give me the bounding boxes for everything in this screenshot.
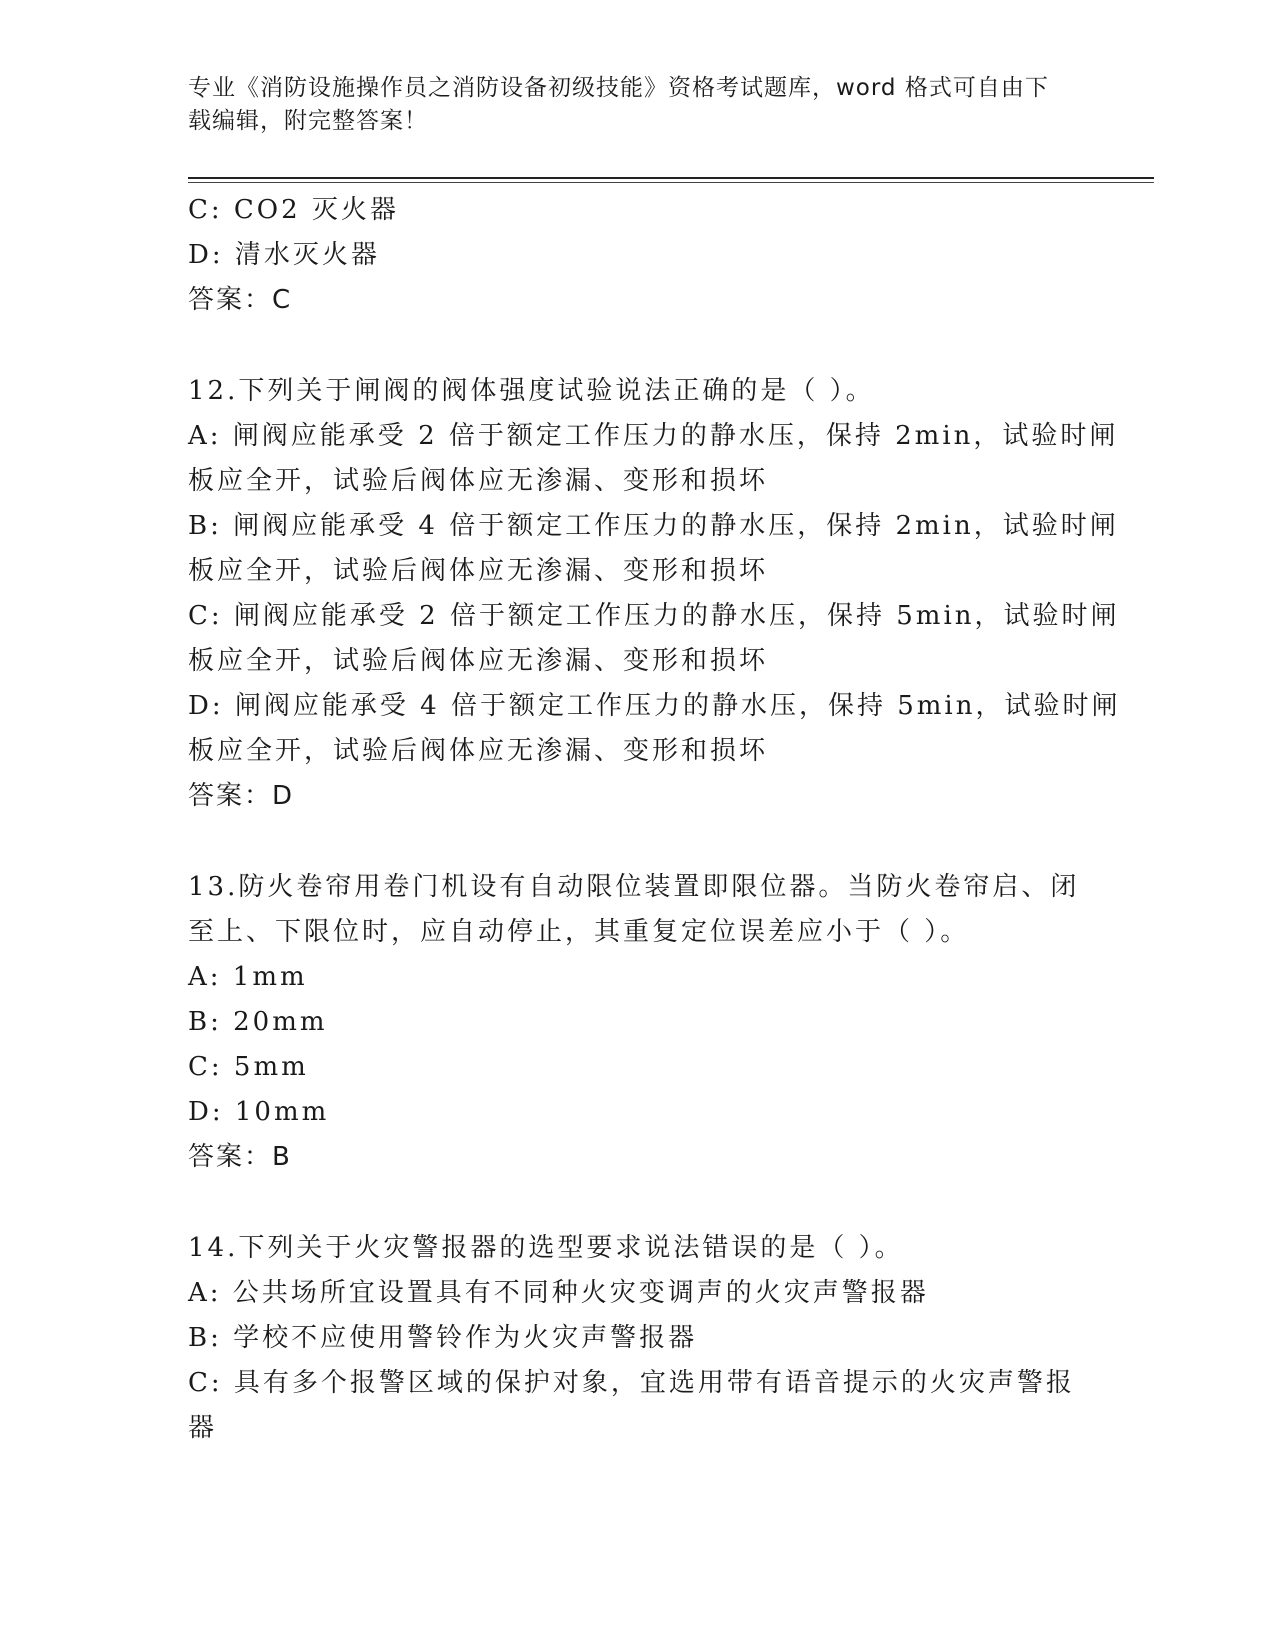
answer-label: 答案：B [188,1142,292,1172]
spacer [188,1180,1088,1226]
option-d: D: 闸阀应能承受 4 倍于额定工作压力的静水压，保持 5min，试验时闸 [188,691,1121,721]
document-header [188,72,1068,138]
option-d: D: 清水灭火器 [188,240,380,270]
option-c-continued: 板应全开，试验后阀体应无渗漏、变形和损坏 [188,646,769,676]
option-a: A: 闸阀应能承受 2 倍于额定工作压力的静水压，保持 2min，试验时闸 [188,421,1119,451]
answer-label: 答案：D [188,781,295,811]
answer-label: 答案：C [188,285,293,315]
option-b: B: 学校不应使用警铃作为火灾声警报器 [188,1323,698,1353]
spacer [188,819,1088,865]
spacer [188,323,1088,369]
question-stem-continued: 至上、下限位时，应自动停止，其重复定位误差应小于（ ）。 [188,917,970,947]
option-c: C: CO2 灭火器 [188,195,399,225]
option-a: A: 公共场所宜设置具有不同种火灾变调声的火灾声警报器 [188,1278,929,1308]
option-c: C: 具有多个报警区域的保护对象，宜选用带有语音提示的火灾声警报 [188,1368,1075,1398]
question-12 [188,369,1121,819]
question-11-tail [188,188,1088,323]
header-divider-thick [188,177,1154,179]
option-d: D: 10mm [188,1097,330,1127]
option-b-continued: 板应全开，试验后阀体应无渗漏、变形和损坏 [188,556,769,586]
header-line-2: 载编辑，附完整答案！ [188,108,428,134]
question-stem: 14.下列关于火灾警报器的选型要求说法错误的是（ ）。 [188,1233,904,1263]
option-b: B: 闸阀应能承受 4 倍于额定工作压力的静水压，保持 2min，试验时闸 [188,511,1119,541]
option-c-continued: 器 [188,1413,218,1443]
option-a-continued: 板应全开，试验后阀体应无渗漏、变形和损坏 [188,466,769,496]
option-b: B: 20mm [188,1007,328,1037]
question-13 [188,865,1088,1180]
option-d-continued: 板应全开，试验后阀体应无渗漏、变形和损坏 [188,736,769,766]
option-c: C: 5mm [188,1052,309,1082]
question-stem: 12.下列关于闸阀的阀体强度试验说法正确的是（ ）。 [188,376,875,406]
option-c: C: 闸阀应能承受 2 倍于额定工作压力的静水压，保持 5min，试验时闸 [188,601,1120,631]
header-divider-thin [188,182,1154,183]
header-line-1: 专业《消防设施操作员之消防设备初级技能》资格考试题库，word 格式可自由下 [188,75,1049,101]
option-a: A: 1mm [188,962,308,992]
question-stem: 13.防火卷帘用卷门机设有自动限位装置即限位器。当防火卷帘启、闭 [188,872,1080,902]
question-14 [188,1226,1088,1451]
question-list [188,188,1121,1451]
